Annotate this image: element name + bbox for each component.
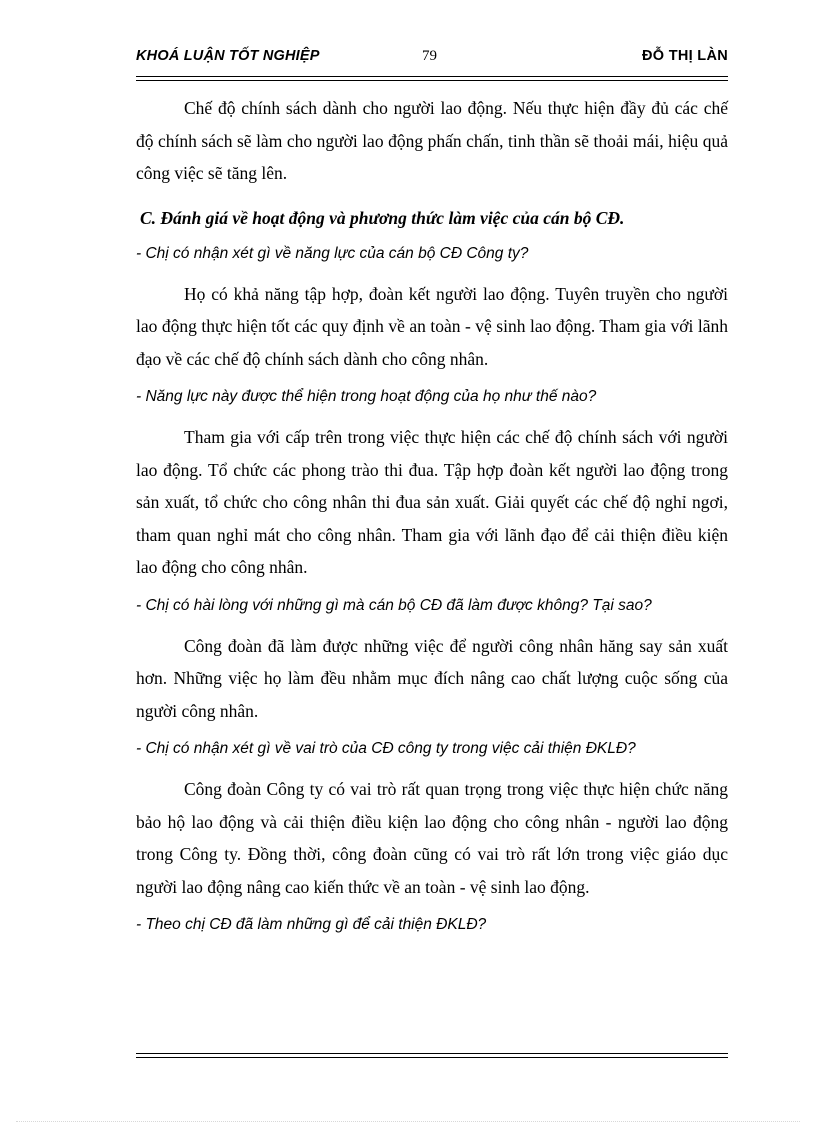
page-body [136, 92, 728, 937]
question-capacity: - Chị có nhận xét gì về năng lực của cán bộ CĐ Công ty? [136, 244, 529, 262]
answer-union-role: Công đoàn Công ty có vai trò rất quan trọng trong việc thực hiện chức năng bảo hộ lao động và cải thiện điều kiện lao động cho công nhân - người lao động trong Công ty. Đồng thời, công đoàn cũng có vai trò rất lớn trong việc giáo dục người lao động nâng cao kiến thức về an toàn - vệ sinh lao động. [136, 779, 728, 897]
question-union-role: - Chị có nhận xét gì về vai trò của CĐ công ty trong việc cải thiện ĐKLĐ? [136, 740, 636, 757]
question-capacity-shown: - Năng lực này được thể hiện trong hoạt động của họ như thế nào? [136, 388, 597, 405]
answer-satisfaction: Công đoàn đã làm được những việc để người công nhân hăng say sản xuất hơn. Những việc họ làm đều nhằm mục đích nâng cao chất lượng cuộc sống của người công nhân. [136, 635, 728, 721]
page-number: 79 [422, 48, 437, 64]
section-heading-c: C. Đánh giá về hoạt động và phương thức làm việc của cán bộ CĐ. [140, 207, 625, 228]
footer-double-rule [136, 1053, 728, 1058]
question-improvements: - Theo chị CĐ đã làm những gì để cải thiện ĐKLĐ? [136, 916, 487, 933]
header-double-rule [136, 76, 728, 81]
header-author-name: ĐỖ THỊ LÀN [642, 48, 728, 64]
header-thesis-title: KHOÁ LUẬN TỐT NGHIỆP [136, 48, 320, 64]
question-satisfaction: - Chị có hài lòng với những gì mà cán bộ CĐ đã làm được không? Tại sao? [136, 596, 652, 614]
page-bottom-dotted-edge [16, 1121, 800, 1122]
answer-capacity: Họ có khả năng tập hợp, đoàn kết người lao động. Tuyên truyền cho người lao động thực hiện tốt các quy định về an toàn - vệ sinh lao động. Tham gia với lãnh đạo về các chế độ chính sách dành cho công nhân. [136, 283, 728, 369]
page-header [136, 48, 728, 72]
answer-capacity-shown: Tham gia với cấp trên trong việc thực hiện các chế độ chính sách với người lao động. Tổ chức các phong trào thi đua. Tập hợp đoàn kết người lao động trong sản xuất, tổ chức cho công nhân thi đua sản xuất. Giải quyết các chế độ nghỉ ngơi, tham quan nghỉ mát cho công nhân. Tham gia với lãnh đạo để cải thiện điều kiện lao động cho công nhân. [136, 427, 728, 577]
paragraph-policy: Chế độ chính sách dành cho người lao động. Nếu thực hiện đầy đủ các chế độ chính sách sẽ làm cho người lao động phấn chấn, tinh thần sẽ thoải mái, hiệu quả công việc sẽ tăng lên. [136, 98, 728, 183]
